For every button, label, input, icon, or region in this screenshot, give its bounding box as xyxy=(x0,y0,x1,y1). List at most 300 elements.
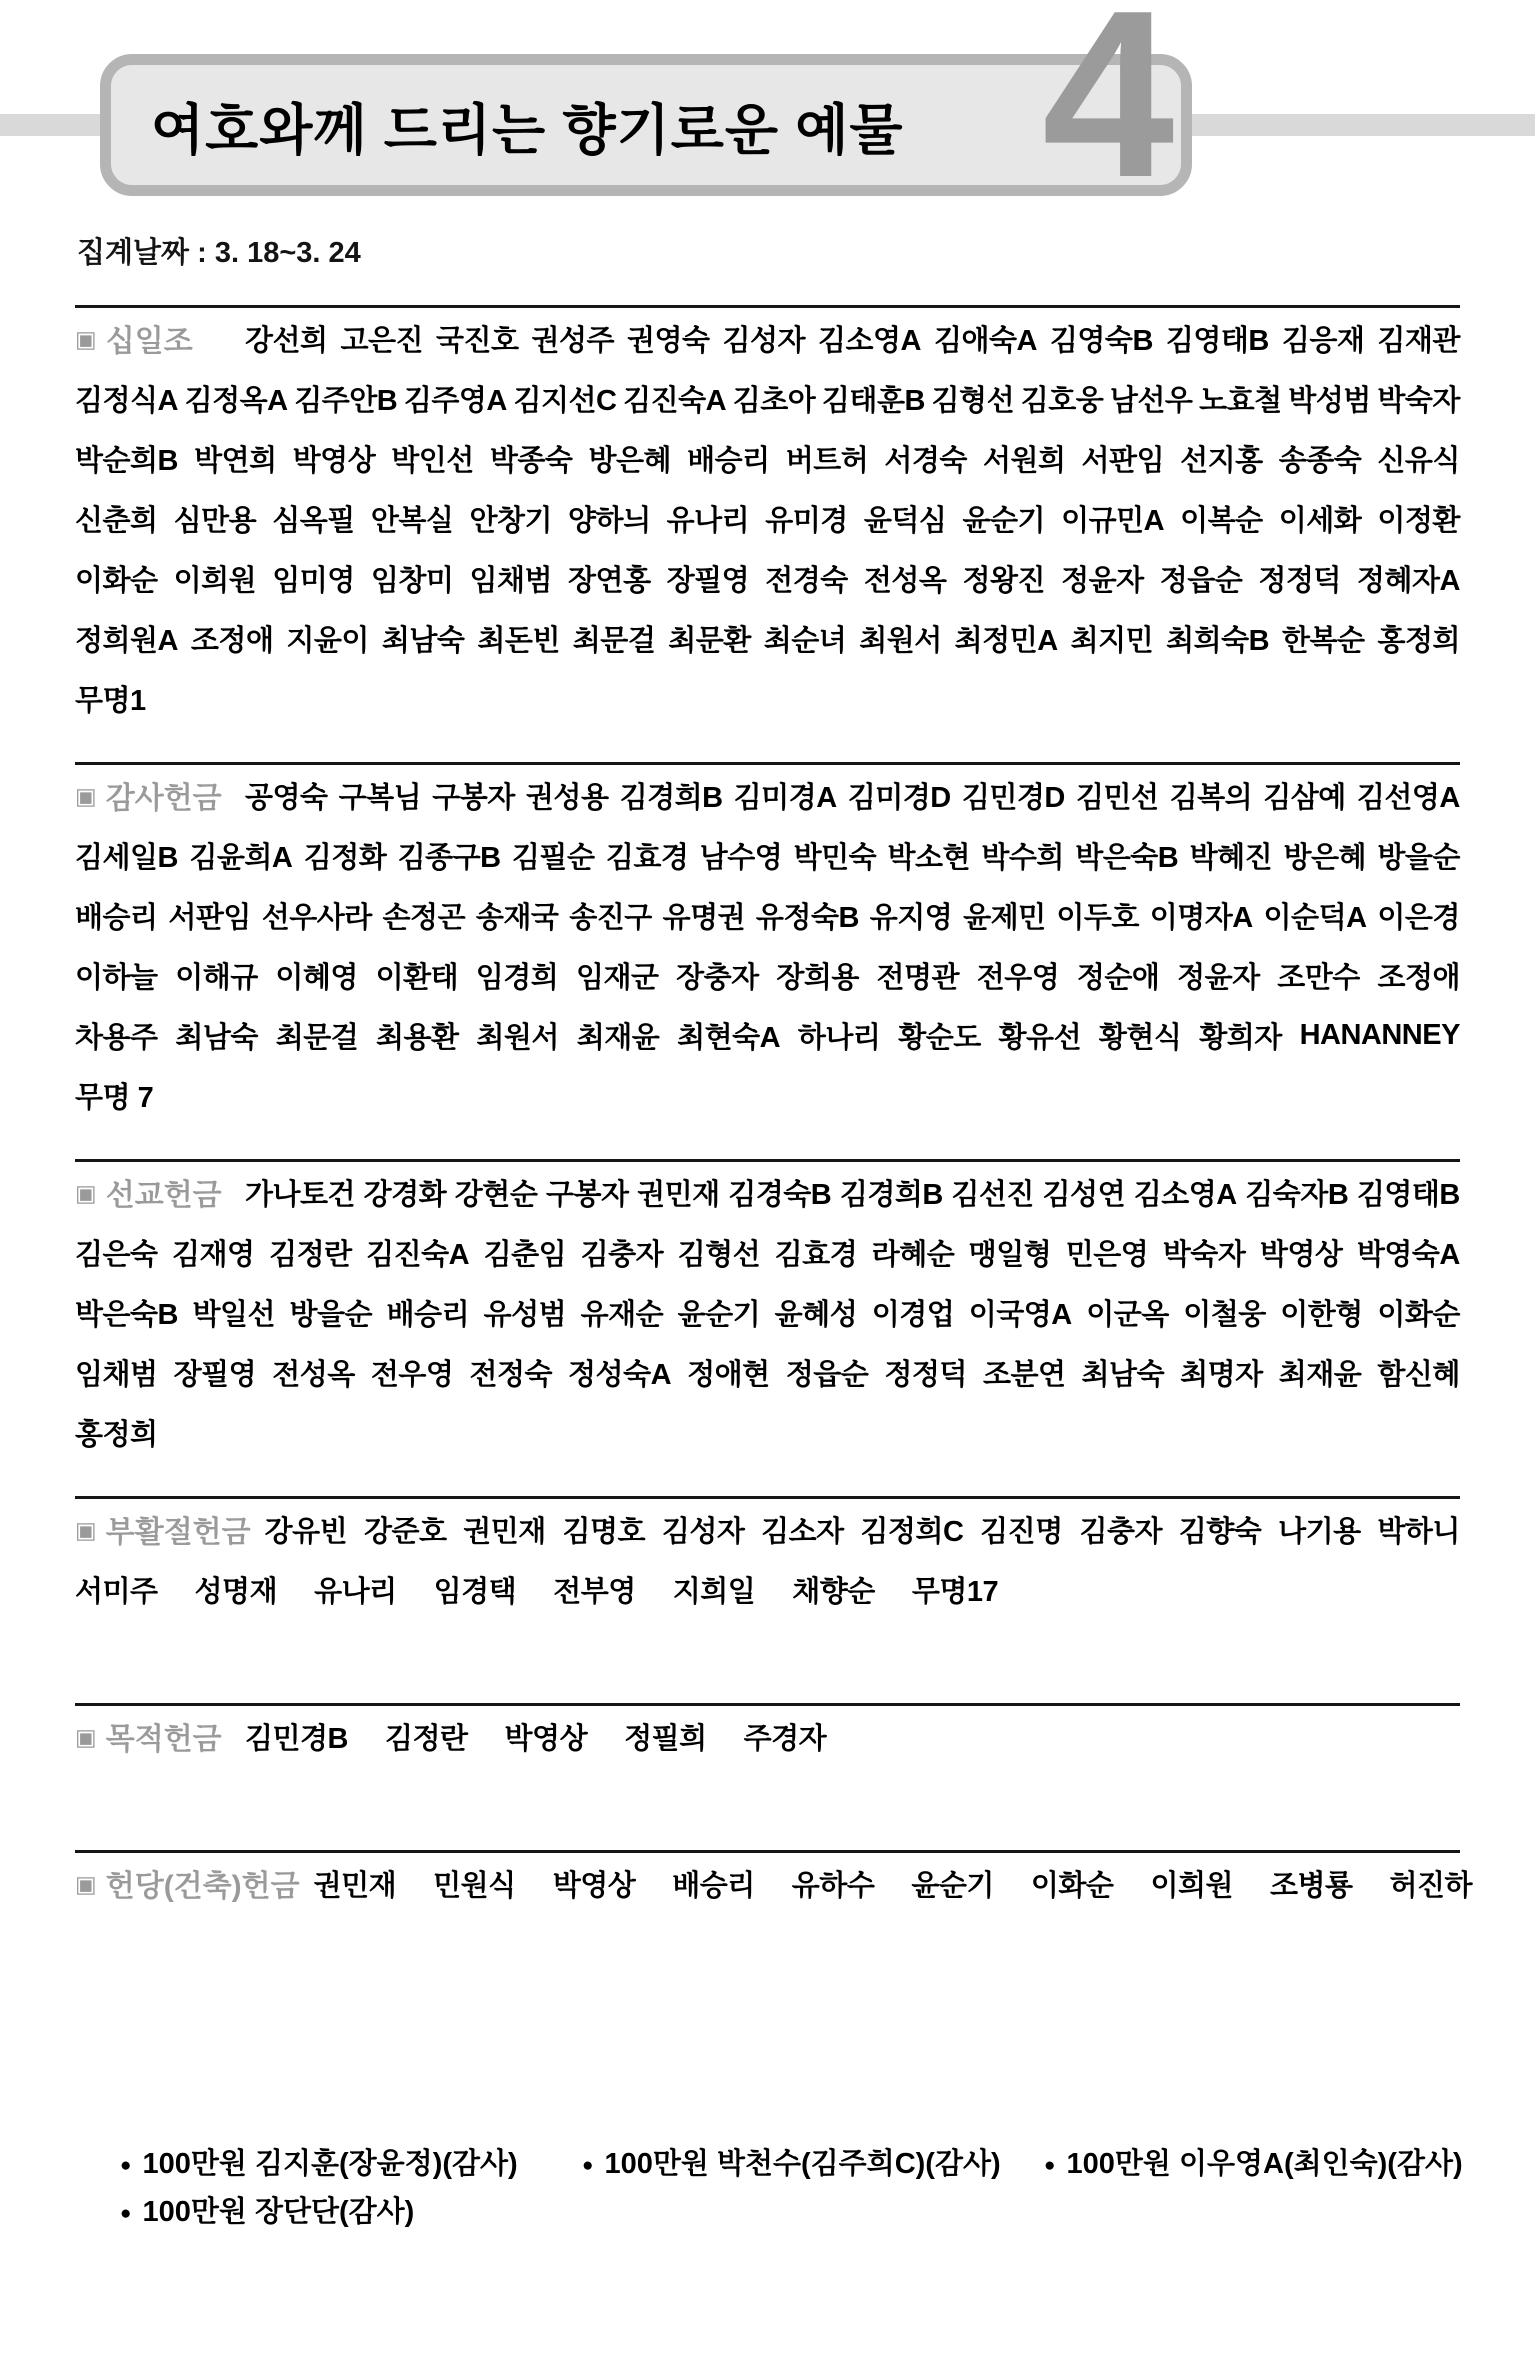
section-title: 부활절헌금 xyxy=(105,1516,251,1549)
names-row xyxy=(75,1162,1460,1222)
person-name: 박성범 xyxy=(1288,384,1371,417)
person-name: 방을순 xyxy=(1377,841,1460,874)
section-title: 헌당(건축)헌금 xyxy=(105,1870,300,1903)
person-name: 장연홍 xyxy=(568,564,651,597)
section-title: 목적헌금 xyxy=(105,1723,222,1756)
person-name: 조정애 xyxy=(190,624,274,657)
names-row xyxy=(75,825,1460,885)
names-row xyxy=(75,1706,1460,1766)
person-name: 김복의 xyxy=(1169,781,1253,814)
person-name: 권민재 xyxy=(313,1869,397,1902)
person-name: 배승리 xyxy=(386,1298,470,1331)
person-name: 정왕진 xyxy=(962,564,1046,597)
person-name: 손정곤 xyxy=(382,901,466,934)
section-label xyxy=(75,1507,265,1551)
person-name: 황유선 xyxy=(998,1021,1082,1054)
person-name: 심옥필 xyxy=(272,504,355,537)
person-name: 맹일형 xyxy=(968,1238,1052,1271)
section-label xyxy=(75,316,245,360)
person-name: 무명17 xyxy=(911,1575,999,1608)
person-name: 강선희 xyxy=(245,324,328,357)
person-name: 송종숙 xyxy=(1278,444,1362,477)
person-name: 김형선 xyxy=(677,1238,761,1271)
names-row xyxy=(75,1853,1473,1913)
names-group xyxy=(75,438,1460,479)
masthead xyxy=(0,0,1535,227)
names-row xyxy=(75,885,1460,945)
person-name: 김충자 xyxy=(580,1238,664,1271)
person-name: 김향숙 xyxy=(1178,1515,1262,1548)
names-group xyxy=(75,378,1460,419)
person-name: 임재군 xyxy=(575,961,659,994)
person-name: 김초아 xyxy=(732,384,816,417)
person-name: 이세화 xyxy=(1278,504,1362,537)
person-name: 임채범 xyxy=(75,1358,158,1391)
names-row xyxy=(75,548,1460,608)
person-name: 배승리 xyxy=(75,901,158,934)
person-name: 조만수 xyxy=(1277,961,1360,994)
note-item xyxy=(582,2141,1044,2189)
names-row xyxy=(75,1005,1460,1065)
section-label xyxy=(75,773,245,817)
person-name: 김삼예 xyxy=(1263,781,1346,814)
title-box xyxy=(100,54,1192,196)
person-name: 김정식A xyxy=(75,384,178,417)
person-name: 이철웅 xyxy=(1183,1298,1266,1331)
person-name: 김정란 xyxy=(385,1722,468,1755)
names-group xyxy=(75,835,1460,876)
person-name: 정애현 xyxy=(687,1358,770,1391)
person-name: 김민선 xyxy=(1075,781,1159,814)
person-name: 김태훈B xyxy=(821,384,925,417)
names-row xyxy=(75,1342,1460,1402)
person-name: 정필희 xyxy=(624,1722,707,1755)
person-name: 김정희C xyxy=(860,1515,964,1548)
person-name: 채향순 xyxy=(792,1575,875,1608)
offering-section xyxy=(75,1850,1473,1913)
person-name: 유나리 xyxy=(666,504,750,537)
person-name: 박영상 xyxy=(504,1722,588,1755)
person-name: 최남숙 xyxy=(175,1021,258,1054)
person-name: 최원서 xyxy=(859,624,942,657)
person-name: 박민숙 xyxy=(793,841,877,874)
note-item xyxy=(120,2189,582,2237)
person-name: 장필영 xyxy=(666,564,750,597)
offering-section xyxy=(75,305,1460,728)
names-row xyxy=(75,1499,1460,1559)
person-name: 조분연 xyxy=(982,1358,1066,1391)
offering-section xyxy=(75,1159,1460,1462)
person-name: 이화순 xyxy=(75,564,158,597)
person-name: 유지영 xyxy=(869,901,953,934)
bullet-icon: ● xyxy=(120,2203,132,2224)
names-group xyxy=(245,1172,1460,1213)
names-group xyxy=(245,775,1460,816)
names-group xyxy=(75,1232,1460,1273)
person-name: 김영숙B xyxy=(1049,324,1153,357)
person-name: 임미영 xyxy=(272,564,355,597)
person-name: 정윤자 xyxy=(1177,961,1260,994)
person-name: 김지선C xyxy=(513,384,617,417)
section-title: 감사헌금 xyxy=(105,782,222,815)
person-name: 박은숙B xyxy=(75,1298,178,1331)
person-name: 김호웅 xyxy=(1020,384,1104,417)
person-name: 지희일 xyxy=(672,1575,756,1608)
person-name: 이혜영 xyxy=(275,961,358,994)
person-name: 유명권 xyxy=(662,901,746,934)
person-name: 방을순 xyxy=(289,1298,373,1331)
person-name: 이순덕A xyxy=(1263,901,1367,934)
person-name: 정순애 xyxy=(1076,961,1160,994)
person-name: 주경자 xyxy=(743,1722,827,1755)
person-name: 김진숙A xyxy=(623,384,727,417)
person-name: 조정애 xyxy=(1377,961,1460,994)
person-name: 김효경 xyxy=(774,1238,858,1271)
person-name: 가나토건 xyxy=(245,1178,356,1211)
person-name: 황현식 xyxy=(1098,1021,1182,1054)
person-name: 전우영 xyxy=(976,961,1060,994)
person-name: 윤혜성 xyxy=(774,1298,858,1331)
person-name: 홍정희 xyxy=(1377,624,1460,657)
section-label xyxy=(75,1714,245,1758)
sections xyxy=(0,305,1535,1913)
person-name: 김춘임 xyxy=(483,1238,567,1271)
person-name: 황희자 xyxy=(1199,1021,1282,1054)
person-name: 김선진 xyxy=(951,1178,1034,1211)
person-name: 송재국 xyxy=(475,901,559,934)
person-name: 이은경 xyxy=(1377,901,1460,934)
person-name: 최희숙B xyxy=(1166,624,1270,657)
person-name: 최명자 xyxy=(1180,1358,1263,1391)
person-name: 심만용 xyxy=(173,504,257,537)
names-row xyxy=(75,428,1460,488)
bullet-icon: ● xyxy=(1044,2155,1056,2176)
section-label xyxy=(75,1861,314,1905)
person-name: 남수영 xyxy=(699,841,783,874)
note-text: 100만원 이우영A(최인숙)(감사) xyxy=(1066,2148,1463,2180)
person-name: 김주영A xyxy=(403,384,507,417)
section-bullet-icon: ▣ xyxy=(75,1870,97,1897)
person-name: 김은숙 xyxy=(75,1238,158,1271)
person-name: 구봉자 xyxy=(432,781,515,814)
person-name: 서경숙 xyxy=(884,444,967,477)
person-name: 장필영 xyxy=(173,1358,257,1391)
names-row xyxy=(75,1559,1460,1619)
person-name: 유정숙B xyxy=(755,901,859,934)
names-row xyxy=(75,1222,1460,1282)
person-name: 최정민A xyxy=(954,624,1058,657)
person-name: 유하수 xyxy=(791,1869,875,1902)
person-name: 김진명 xyxy=(980,1515,1063,1548)
section-bullet-icon: ▣ xyxy=(75,782,97,809)
person-name: 김재영 xyxy=(172,1238,255,1271)
person-name: 전명관 xyxy=(876,961,960,994)
person-name: 박종숙 xyxy=(489,444,573,477)
person-name: 김형선 xyxy=(931,384,1015,417)
person-name: 최원서 xyxy=(476,1021,559,1054)
person-name: 최재윤 xyxy=(576,1021,660,1054)
person-name: 김필순 xyxy=(511,841,595,874)
person-name: 이희원 xyxy=(173,564,257,597)
person-name: 김효경 xyxy=(605,841,689,874)
person-name: 박영상 xyxy=(552,1869,636,1902)
person-name: 이화순 xyxy=(1030,1869,1114,1902)
person-name: 박인선 xyxy=(391,444,474,477)
person-name: 김재관 xyxy=(1377,324,1460,357)
person-name: 유성범 xyxy=(483,1298,567,1331)
person-name: 박숙자 xyxy=(1162,1238,1246,1271)
person-name: 박은숙B xyxy=(1075,841,1179,874)
person-name: 유재순 xyxy=(580,1298,664,1331)
person-name: 윤덕심 xyxy=(863,504,947,537)
person-name: 선우사라 xyxy=(261,901,372,934)
names-row xyxy=(75,488,1460,548)
person-name: 조병룡 xyxy=(1269,1869,1353,1902)
person-name: 배승리 xyxy=(672,1869,755,1902)
names-row xyxy=(75,1282,1460,1342)
names-group xyxy=(75,498,1460,539)
person-name: 지윤이 xyxy=(286,624,369,657)
person-name: 임경택 xyxy=(433,1575,517,1608)
person-name: 정희원A xyxy=(75,624,178,657)
person-name: 김경희B xyxy=(839,1178,943,1211)
person-name: 하나리 xyxy=(797,1021,881,1054)
person-name: 임창미 xyxy=(370,564,454,597)
note-text: 100만원 김지훈(장윤정)(감사) xyxy=(142,2148,518,2180)
notes-row xyxy=(120,2189,1535,2237)
person-name: 김윤희A xyxy=(189,841,293,874)
person-name: 이경업 xyxy=(871,1298,955,1331)
names-row xyxy=(75,765,1460,825)
person-name: 정윤자 xyxy=(1061,564,1144,597)
person-name: 최남숙 xyxy=(1081,1358,1165,1391)
person-name: 최문환 xyxy=(668,624,751,657)
person-name: 서미주 xyxy=(75,1575,158,1608)
names-row xyxy=(75,608,1460,668)
person-name: 신유식 xyxy=(1377,444,1460,477)
person-name: 강유빈 xyxy=(264,1515,348,1548)
person-name: 무명1 xyxy=(75,684,146,717)
names-row xyxy=(75,945,1460,1005)
person-name: 최남숙 xyxy=(381,624,465,657)
person-name: 김선영A xyxy=(1356,781,1460,814)
person-name: 장충자 xyxy=(676,961,759,994)
person-name: 윤제민 xyxy=(963,901,1046,934)
person-name: 함신혜 xyxy=(1377,1358,1460,1391)
person-name: 김세일B xyxy=(75,841,178,874)
person-name: 최지민 xyxy=(1070,624,1154,657)
person-name: 강현순 xyxy=(454,1178,538,1211)
person-name: 버트허 xyxy=(785,444,869,477)
section-bullet-icon: ▣ xyxy=(75,325,97,352)
person-name: 김주안B xyxy=(294,384,398,417)
person-name: 양하늬 xyxy=(568,504,651,537)
names-row xyxy=(75,668,1460,728)
person-name: 무명 7 xyxy=(75,1081,154,1114)
names-group xyxy=(75,895,1460,936)
person-name: 선지홍 xyxy=(1180,444,1263,477)
names-group xyxy=(245,318,1460,359)
names-group xyxy=(265,1509,1460,1550)
person-name: 윤순기 xyxy=(962,504,1046,537)
person-name: 유나리 xyxy=(314,1575,397,1608)
names-row xyxy=(75,368,1460,428)
page-number: 4 xyxy=(1042,0,1175,227)
person-name: 송진구 xyxy=(569,901,652,934)
names-row xyxy=(75,1402,1460,1462)
names-group xyxy=(75,558,1460,599)
person-name: 황순도 xyxy=(898,1021,981,1054)
person-name: 안복실 xyxy=(370,504,454,537)
person-name: 김정옥A xyxy=(184,384,288,417)
person-name: 윤순기 xyxy=(911,1869,994,1902)
person-name: 방은혜 xyxy=(588,444,672,477)
person-name: 박혜진 xyxy=(1189,841,1273,874)
note-item xyxy=(1044,2141,1506,2189)
person-name: 김종구B xyxy=(397,841,501,874)
person-name: 신춘희 xyxy=(75,504,158,537)
person-name: 김소영A xyxy=(1133,1178,1237,1211)
names-group xyxy=(314,1863,1472,1904)
person-name: 권영숙 xyxy=(627,324,710,357)
person-name: 성명재 xyxy=(194,1575,278,1608)
names-group xyxy=(75,1412,1460,1453)
person-name: 박영숙A xyxy=(1356,1238,1460,1271)
person-name: 전부영 xyxy=(553,1575,636,1608)
person-name: 권성주 xyxy=(531,324,615,357)
offering-section xyxy=(75,762,1460,1125)
person-name: 장희용 xyxy=(776,961,859,994)
tally-date: 집계날짜 : 3. 18~3. 24 xyxy=(77,237,361,269)
person-name: 최돈빈 xyxy=(477,624,560,657)
person-name: 김응재 xyxy=(1281,324,1365,357)
person-name: 김민경B xyxy=(245,1722,348,1755)
note-item xyxy=(120,2141,582,2189)
person-name: 강경화 xyxy=(363,1178,447,1211)
person-name: 강준호 xyxy=(363,1515,447,1548)
person-name: 홍정희 xyxy=(75,1418,158,1451)
section-title: 선교헌금 xyxy=(105,1179,222,1212)
names-group xyxy=(75,1075,1460,1116)
large-gift-notes xyxy=(0,2141,1535,2237)
names-group xyxy=(75,1569,1460,1610)
person-name: 김애숙A xyxy=(933,324,1037,357)
person-name: 김민경D xyxy=(961,781,1065,814)
person-name: 이한형 xyxy=(1280,1298,1363,1331)
person-name: 전정숙 xyxy=(469,1358,552,1391)
person-name: 최용환 xyxy=(376,1021,459,1054)
person-name: 박수희 xyxy=(981,841,1064,874)
person-name: 박하니 xyxy=(1377,1515,1460,1548)
person-name: 김명호 xyxy=(562,1515,646,1548)
person-name: HANANNEY xyxy=(1299,1018,1460,1051)
person-name: 유미경 xyxy=(765,504,848,537)
section-title: 십일조 xyxy=(105,325,193,358)
person-name: 김성연 xyxy=(1042,1178,1126,1211)
person-name: 김영태B xyxy=(1356,1178,1460,1211)
person-name: 정읍순 xyxy=(785,1358,869,1391)
person-name: 윤순기 xyxy=(677,1298,761,1331)
names-group xyxy=(75,618,1460,659)
person-name: 김충자 xyxy=(1079,1515,1163,1548)
person-name: 이환태 xyxy=(375,961,459,994)
person-name: 라혜순 xyxy=(871,1238,955,1271)
bullet-icon: ● xyxy=(582,2155,594,2176)
person-name: 전경숙 xyxy=(765,564,848,597)
section-bullet-icon: ▣ xyxy=(75,1179,97,1206)
person-name: 이하늘 xyxy=(75,961,158,994)
person-name: 박소현 xyxy=(887,841,971,874)
person-name: 박일선 xyxy=(192,1298,276,1331)
person-name: 김정화 xyxy=(303,841,387,874)
person-name: 정읍순 xyxy=(1159,564,1243,597)
person-name: 김숙자B xyxy=(1245,1178,1349,1211)
names-group xyxy=(75,1015,1460,1056)
person-name: 민은영 xyxy=(1065,1238,1149,1271)
person-name: 권성용 xyxy=(525,781,609,814)
person-name: 권민재 xyxy=(463,1515,546,1548)
offering-section xyxy=(75,1703,1460,1766)
person-name: 김소영A xyxy=(818,324,921,357)
person-name: 김성자 xyxy=(722,324,806,357)
names-group xyxy=(245,1716,1460,1757)
person-name: 박영상 xyxy=(292,444,376,477)
person-name: 방은혜 xyxy=(1283,841,1367,874)
person-name: 이군옥 xyxy=(1086,1298,1169,1331)
person-name: 이해규 xyxy=(175,961,258,994)
names-group xyxy=(75,955,1460,996)
person-name: 김진숙A xyxy=(366,1238,470,1271)
person-name: 민원식 xyxy=(433,1869,516,1902)
person-name: 배승리 xyxy=(687,444,770,477)
names-group xyxy=(75,1352,1460,1393)
person-name: 최현숙A xyxy=(677,1021,781,1054)
section-bullet-icon: ▣ xyxy=(75,1516,97,1543)
person-name: 서판임 xyxy=(1081,444,1165,477)
names-row xyxy=(75,1065,1460,1125)
person-name: 임경희 xyxy=(475,961,559,994)
person-name: 이국영A xyxy=(968,1298,1072,1331)
person-name: 국진호 xyxy=(436,324,519,357)
person-name: 전우영 xyxy=(370,1358,454,1391)
person-name: 박연희 xyxy=(194,444,277,477)
person-name: 나기용 xyxy=(1278,1515,1361,1548)
person-name: 최재윤 xyxy=(1278,1358,1362,1391)
person-name: 김미경D xyxy=(847,781,951,814)
person-name: 박순희B xyxy=(75,444,178,477)
note-text: 100만원 장단단(감사) xyxy=(142,2196,415,2228)
person-name: 김영태B xyxy=(1165,324,1269,357)
offering-section xyxy=(75,1496,1460,1619)
page-title: 여호와께 드리는 향기로운 예물 xyxy=(151,98,904,161)
person-name: 김성자 xyxy=(661,1515,745,1548)
note-text: 100만원 박천수(김주희C)(감사) xyxy=(604,2148,1001,2180)
person-name: 이정환 xyxy=(1377,504,1460,537)
person-name: 이화순 xyxy=(1377,1298,1460,1331)
person-name: 김경숙B xyxy=(728,1178,832,1211)
person-name: 박영상 xyxy=(1259,1238,1343,1271)
person-name: 임채범 xyxy=(469,564,552,597)
person-name: 이희원 xyxy=(1150,1869,1233,1902)
person-name: 구복님 xyxy=(338,781,422,814)
person-name: 안창기 xyxy=(469,504,552,537)
person-name: 이두호 xyxy=(1056,901,1139,934)
person-name: 권민재 xyxy=(637,1178,720,1211)
person-name: 허진하 xyxy=(1389,1869,1473,1902)
person-name: 정정덕 xyxy=(884,1358,967,1391)
person-name: 남선우 xyxy=(1109,384,1193,417)
person-name: 차용주 xyxy=(75,1021,158,1054)
